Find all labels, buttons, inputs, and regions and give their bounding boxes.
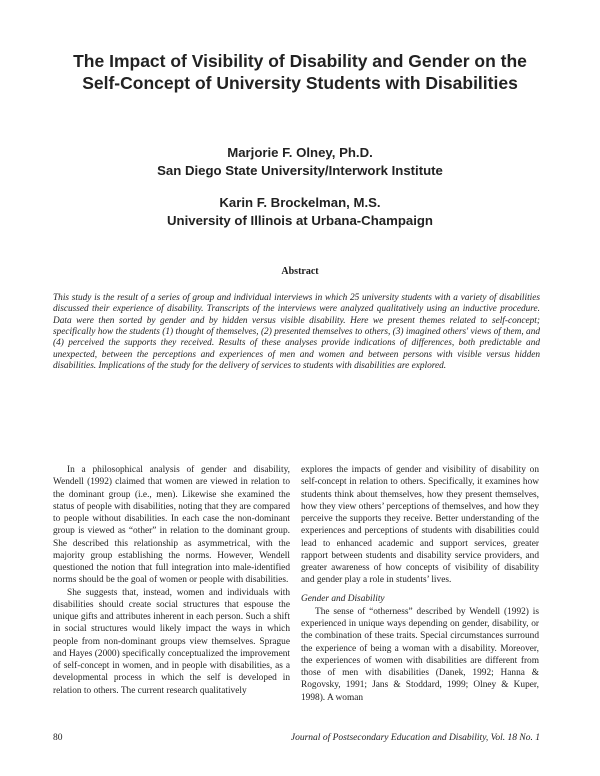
title-line-2: Self-Concept of University Students with Disabilities	[82, 73, 518, 93]
body-paragraph: The sense of “otherness” described by Wendell (1992) is experienced in unique ways depending on gender, disability, or the combination of these traits. Special circumstances surround the experience of being a woman with a disability. Moreover, the experiences of women with disabilities are different from those of men with disabilities (Danek, 1992; Hanna & Rogovsky, 1991; Jans & Stoddard, 1999; Olney & Kuper, 1998). A woman	[301, 606, 539, 703]
journal-citation: Journal of Postsecondary Education and Disability, Vol. 18 No. 1	[290, 733, 540, 743]
author-name: Karin F. Brockelman, M.S.	[219, 195, 381, 210]
article-title	[40, 50, 560, 94]
author-block-2	[40, 194, 560, 230]
author-affiliation: University of Illinois at Urbana-Champaign	[167, 213, 433, 228]
body-paragraph: explores the impacts of gender and visibility of disability on self-concept in relation to others. Specifically, it examines how students think about themselves, how they present themselves, how they view others’ perceptions of themselves, and how they perceive the supports they receive. Better understanding of the experiences and perceptions of students with disabilities could lead to enhanced academic and support services, greater rapport between students and disability service providers, and greater awareness of how concepts of visibility of disability and gender play a role in students’ lives.	[301, 465, 539, 586]
body-paragraph: She suggests that, instead, women and individuals with disabilities should create social structures that espouse the unique gifts and attributes inherent in each person. Such a shift in social structures would likely impact the ways in which people from non-dominant groups view themselves. Sprague and Hayes (2000) specifically conceptualized the improvement of self-concept in women, and in people with disabilities, as a developmental process in which the self is developed in relation to others. The current research qualitatively	[53, 587, 290, 696]
author-block-1	[40, 144, 560, 180]
page-number: 80	[53, 733, 63, 743]
title-line-1: The Impact of Visibility of Disability and Gender on the	[73, 51, 527, 71]
body-paragraph: In a philosophical analysis of gender and disability, Wendell (1992) claimed that women are viewed in relation to the dominant group (i.e., men). Likewise she examined the status of people with disabilities, noting that they are compared to people without disabilities. In each case the non-dominant group is viewed as “other” in relation to the dominant group. She described this relationship as asymmetrical, with the majority group establishing the norms. However, Wendell questioned the notion that full integration into male-identified norms should be the goal of women or people with disabilities.	[53, 465, 290, 586]
abstract-heading: Abstract	[281, 266, 319, 277]
section-subheading: Gender and Disability	[301, 593, 385, 604]
body-column-right	[301, 464, 539, 704]
body-column-left	[53, 464, 290, 697]
author-affiliation: San Diego State University/Interwork Institute	[157, 163, 443, 178]
abstract-text: This study is the result of a series of group and individual interviews in which 25 university students with a variety of disabilities discussed their experience of disability. Transcripts of the interviews were analyzed qualitatively using an inductive procedure. Data were then sorted by gender and by hidden versus visible disability. Here we present themes related to self-concept; specifically how the students (1) thought of themselves, (2) presented themselves to others, (3) imagined others' views of them, and (4) perceived the supports they received. Results of these analyses provide indications of differences, both predictable and unexpected, between the perceptions and experiences of men and women and between persons with visible versus hidden disabilities. Implications of the study for the delivery of services to students with disabilities are explored.	[53, 293, 540, 372]
author-name: Marjorie F. Olney, Ph.D.	[227, 145, 373, 160]
